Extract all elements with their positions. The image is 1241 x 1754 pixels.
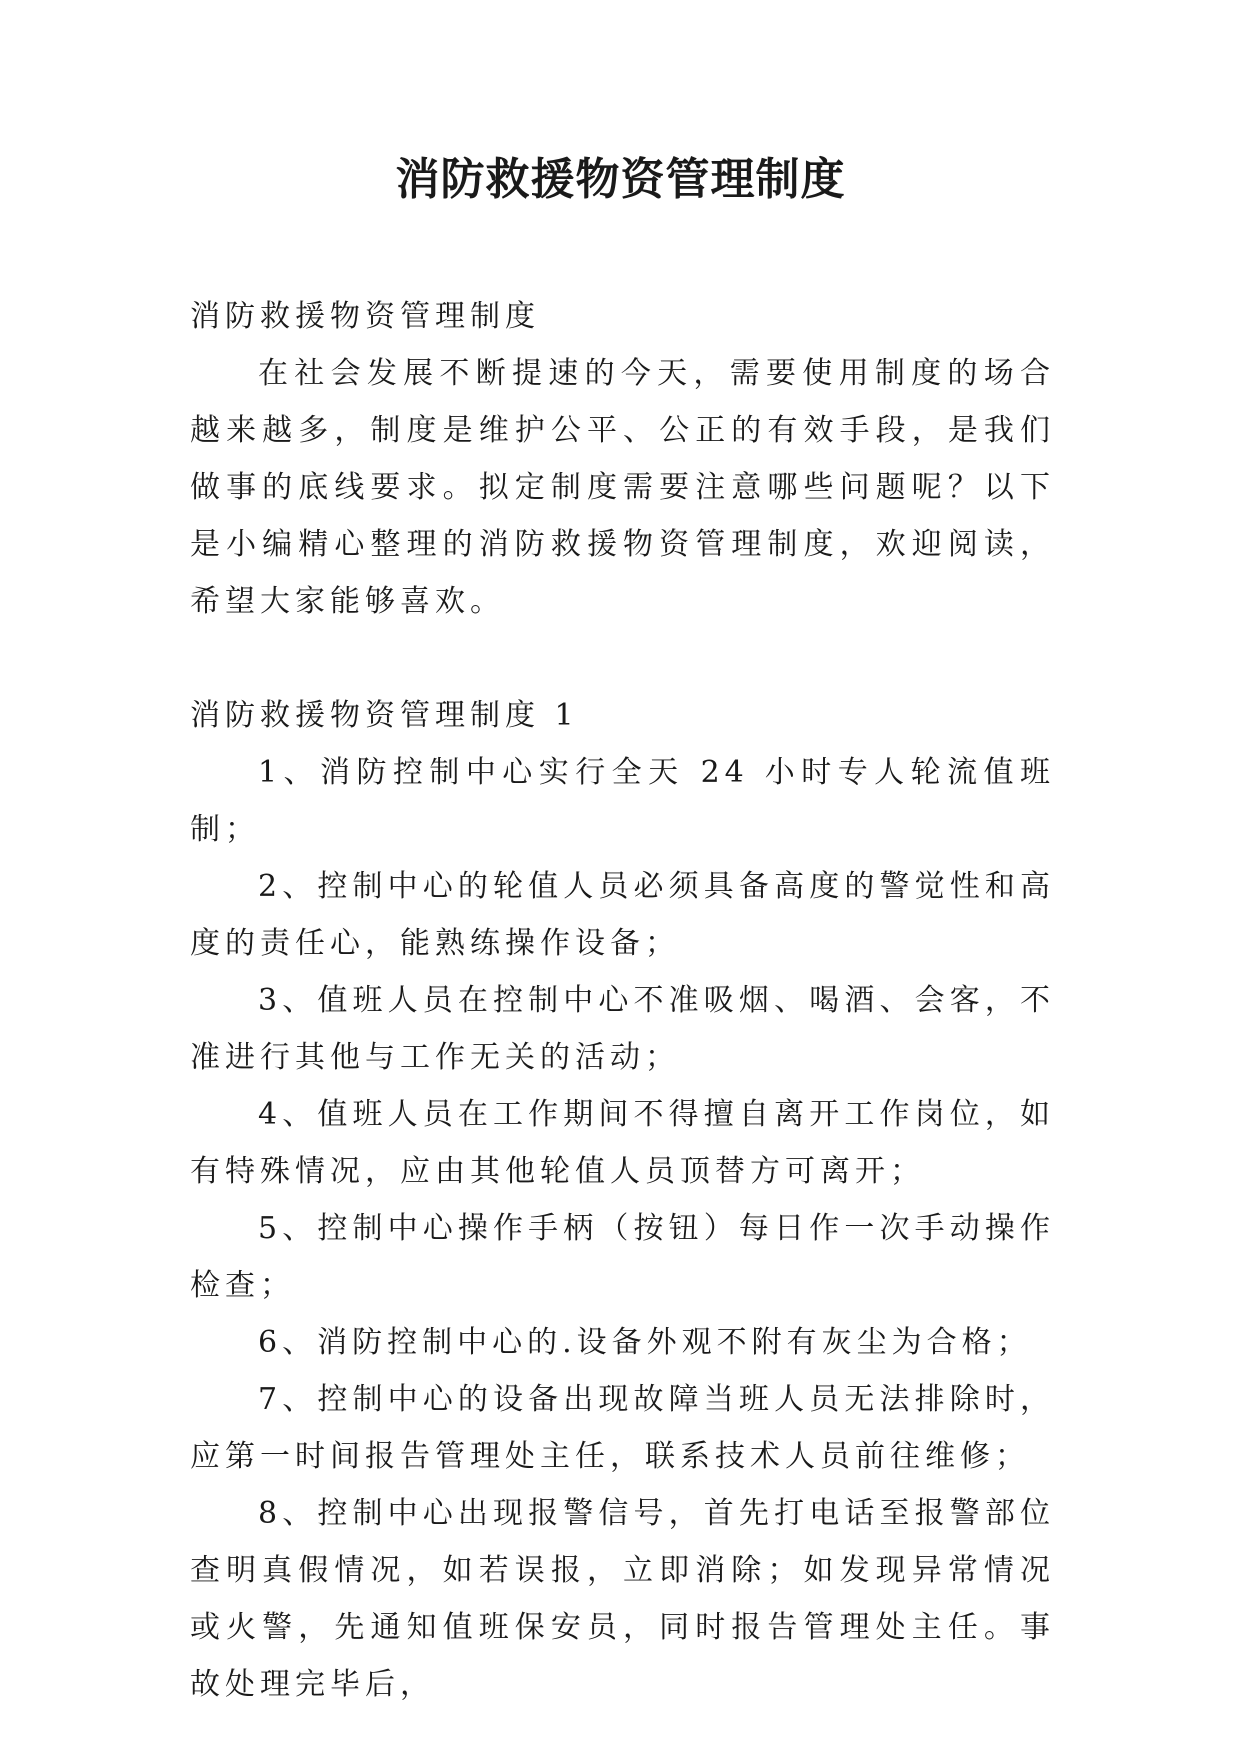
intro-paragraph: 在社会发展不断提速的今天，需要使用制度的场合越来越多，制度是维护公平、公正的有效手段，是我们做事的底线要求。拟定制度需要注意哪些问题呢？以下是小编精心整理的消防救援物资管理制度，欢迎阅读，希望大家能够喜欢。 — [190, 356, 1055, 619]
intro-heading: 消防救援物资管理制度 — [190, 299, 540, 334]
rule-item-1: 1、消防控制中心实行全天 24 小时专人轮流值班制； — [190, 755, 1055, 847]
section-spacer — [190, 630, 1055, 687]
rule-item-8: 8、控制中心出现报警信号，首先打电话至报警部位查明真假情况，如若误报，立即消除；如发现异常情况或火警，先通知值班保安员，同时报告管理处主任。事故处理完毕后， — [190, 1496, 1055, 1702]
rule-item-5: 5、控制中心操作手柄（按钮）每日作一次手动操作检查； — [190, 1211, 1055, 1303]
document-title: 消防救援物资管理制度 — [395, 154, 846, 205]
rule-item-6: 6、消防控制中心的.设备外观不附有灰尘为合格； — [258, 1325, 1032, 1360]
rule-item-7: 7、控制中心的设备出现故障当班人员无法排除时，应第一时间报告管理处主任，联系技术人员前往维修； — [190, 1382, 1055, 1474]
document-body — [190, 288, 1055, 1713]
rule-item-3: 3、值班人员在控制中心不准吸烟、喝酒、会客，不准进行其他与工作无关的活动； — [190, 983, 1055, 1075]
section-heading: 消防救援物资管理制度 1 — [190, 698, 579, 733]
rule-item-2: 2、控制中心的轮值人员必须具备高度的警觉性和高度的责任心，能熟练操作设备； — [190, 869, 1055, 961]
rule-item-4: 4、值班人员在工作期间不得擅自离开工作岗位，如有特殊情况，应由其他轮值人员顶替方可离开； — [190, 1097, 1055, 1189]
